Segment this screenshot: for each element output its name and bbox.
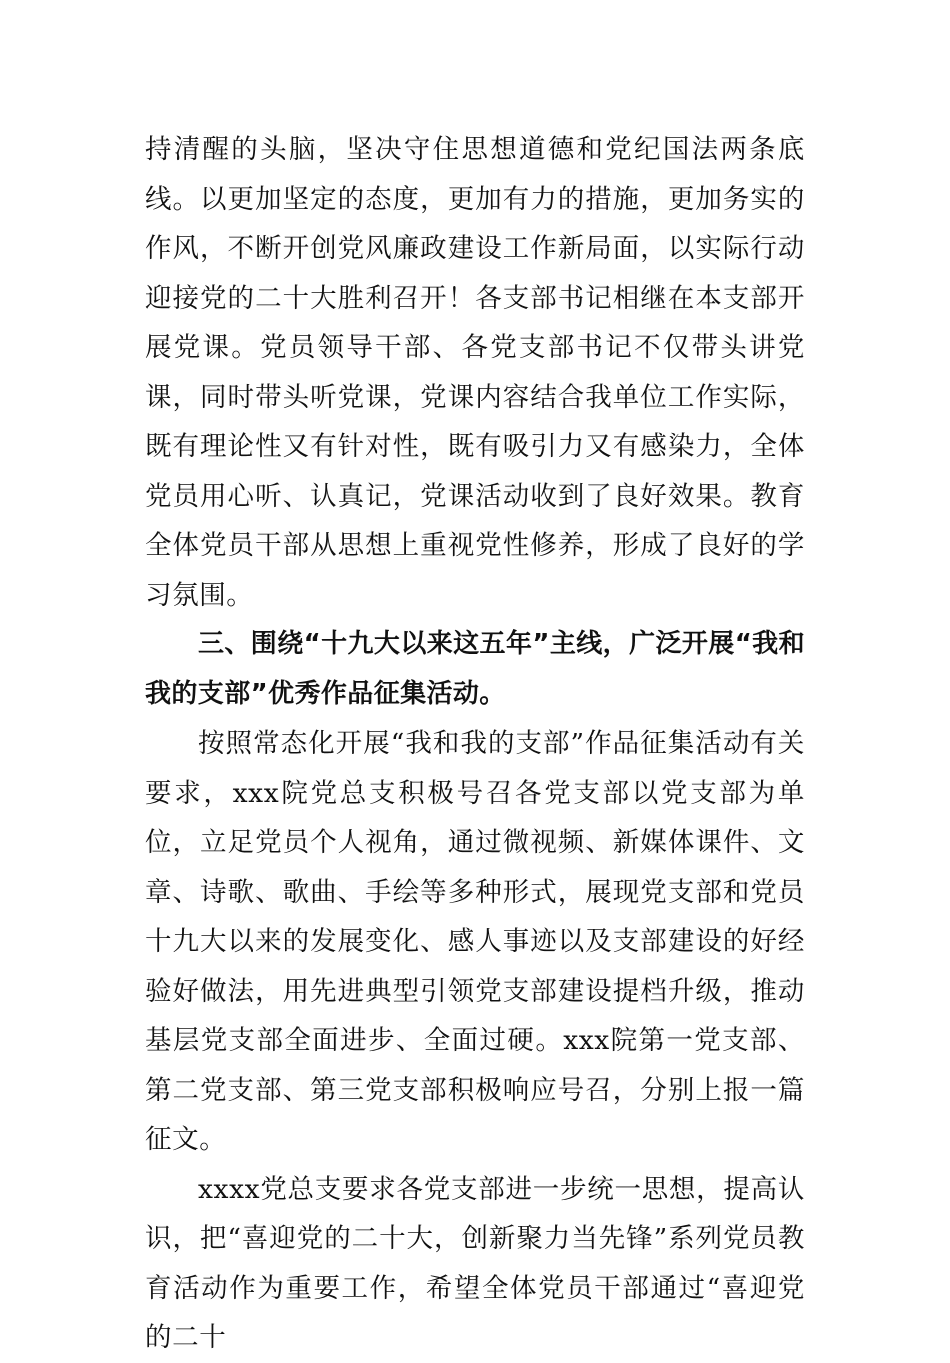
paragraph-party-branch-requirements: xxxx党总支要求各党支部进一步统一思想，提高认识，把“喜迎党的二十大，创新聚力当先锋”系列党员教育活动作为重要工作，希望全体党员干部通过“喜迎党的二十: [145, 1173, 805, 1353]
paragraph-works-collection: 按照常态化开展“我和我的支部”作品征集活动有关要求，xxx院党总支积极号召各党支部以党支部为单位，立足党员个人视角，通过微视频、新媒体课件、文章、诗歌、歌曲、手绘等多种形式，展现党支部和党员十九大以来的发展变化、感人事迹以及支部建设的好经验好做法，用先进典型引领党支部建设提档升级，推动基层党支部全面进步、全面过硬。xxx院第一党支部、第二党支部、第三党支部积极响应号召，分别上报一篇征文。: [145, 728, 805, 1155]
paragraph-continuation: 持清醒的头脑，坚决守住思想道德和党纪国法两条底线。以更加坚定的态度，更加有力的措施，更加务实的作风，不断开创党风廉政建设工作新局面，以实际行动迎接党的二十大胜利召开！各支部书记相继在本支部开展党课。党员领导干部、各党支部书记不仅带头讲党课，同时带头听党课，党课内容结合我单位工作实际，既有理论性又有针对性，既有吸引力又有感染力，全体党员用心听、认真记，党课活动收到了良好效果。教育全体党员干部从思想上重视党性修养，形成了良好的学习氛围。: [145, 134, 805, 611]
document-body: [145, 125, 805, 1363]
section-heading-three: 三、围绕“十九大以来这五年”主线，广泛开展“我和我的支部”优秀作品征集活动。: [145, 629, 805, 709]
